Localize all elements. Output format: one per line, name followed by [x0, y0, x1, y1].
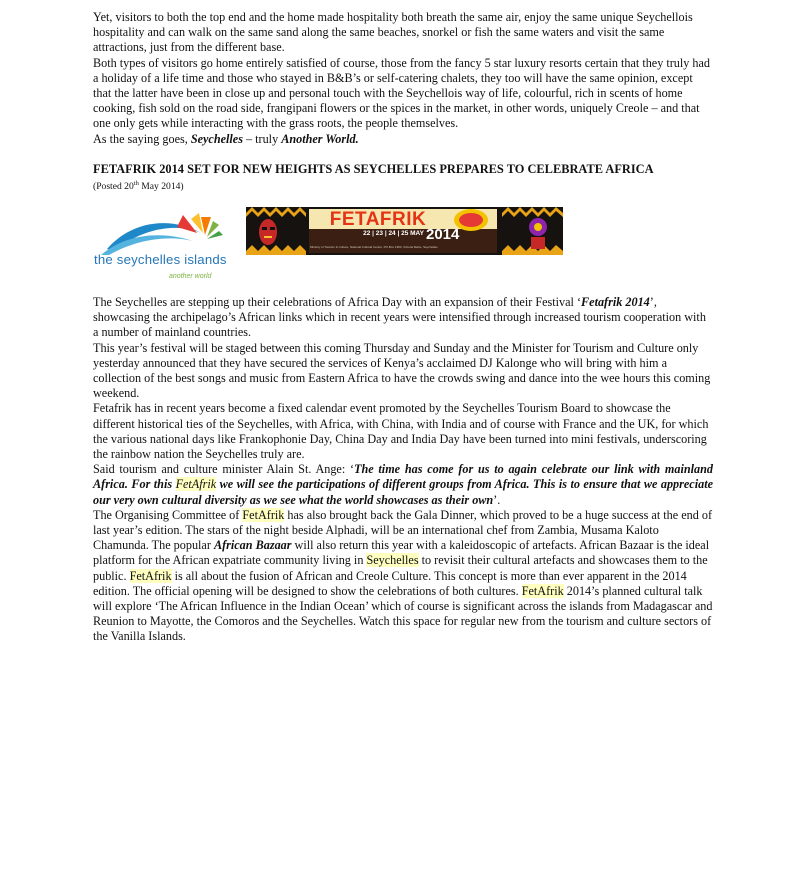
p5-part-k: 2014’s planned cultural talk will explore ‘The African Influence in the Indian Ocean’ which of course is significant across the islands from Madagascar and Reunion to Mayotte, the Comoros and the Seychelles. Watch this space for regular new from the tourism and culture sectors of the Vanilla Islands. [93, 583, 713, 644]
fetafrik-banner [246, 207, 563, 255]
posted-prefix: (Posted 20 [93, 181, 134, 193]
banner-year: 2014 [426, 226, 460, 244]
body-paragraph-2: This year’s festival will be staged between this coming Thursday and Sunday and the Minister for Tourism and Culture only yesterday announced that they have secured the services of Kenya’s acclaimed DJ Kalonge who will bring with him a collection of the best songs and music from Eastern Africa to have the crowds swing and dance into the wee hours this coming weekend. [93, 340, 711, 401]
article-headline: FETAFRIK 2014 SET FOR NEW HEIGHTS AS SEYCHELLES PREPARES TO CELEBRATE AFRICA [93, 161, 654, 176]
p5-fetafrik-link-3[interactable]: FetAfrik [521, 583, 564, 598]
saying-middle: – truly [242, 131, 282, 146]
seychelles-swoosh-icon [93, 211, 238, 255]
seychelles-logo-text: the seychelles islands [94, 252, 227, 268]
p4-quote-2: we will see the participations of different groups from Africa. This is to ensure that we appreciate our very own cultural diversity as we see what the world showcases as their own [93, 477, 713, 507]
document-page [93, 10, 713, 645]
p4-end: ’. [493, 492, 501, 507]
p4-fetafrik-link[interactable]: FetAfrik [175, 477, 217, 492]
posted-date [93, 178, 713, 193]
logo-row [93, 193, 713, 289]
p5-fetafrik-link-2[interactable]: FetAfrik [129, 568, 172, 583]
p1-start: The Seychelles are stepping up their celebrations of Africa Day with an expansion of their Festival ‘ [93, 295, 582, 310]
intro-paragraph-2: Both types of visitors go home entirely satisfied of course, those from the fancy 5 star luxury resorts certain that they truly had a holiday of a life time and those who stayed in B&B’s or self-catering chalets, they too will have the same opinion, except that the latter have been in close up and personal touch with the Seychellois way of life, colourful, rich in scents of home cooking, fish sold on the road side, frangipani flowers or the spices in the market, in other words, uniquely Creole – and that one only gets while interacting with the grass roots, the people themselves. [93, 55, 711, 131]
p5-part-e: will also return this year with a kaleidoscopic of artefacts. African Bazaar is the ideal platform for the African expatriate community living in [93, 538, 710, 568]
p5-part-i: is all about the fusion of African and Creole Culture. This concept is more than ever apparent in the 2014 edition. The official opening will be designed to show the celebrations of both cultures. [93, 568, 687, 598]
p5-part-g: to revisit their cultural artefacts and showcases them to the public. [93, 553, 708, 583]
p5-part-a: The Organising Committee of [93, 507, 243, 522]
p5-african-bazaar: African Bazaar [213, 538, 292, 553]
banner-fine-print: Ministry of Tourism & Culture, National Cultural Centre, PO Box 1383, Victoria Mahe, Seychelles [310, 245, 438, 250]
p1-end: ’, showcasing the archipelago’s African links which in recent years were intensified through increased tourism cooperation with a number of mainland countries. [93, 295, 706, 340]
body-paragraph-5 [93, 508, 713, 645]
body-paragraph-3: Fetafrik has in recent years become a fixed calendar event promoted by the Seychelles Tourism Board to showcase the different historical ties of the Seychelles, with Africa, with China, with India and of course with France and the UK, for which the various national days like Frankophonie Day, China Day and India Day have been turned into mini festivals, underscoring the rainbow nation the Seychelles truly are. [93, 401, 709, 462]
posted-superscript: th [133, 179, 139, 187]
saying-another-world: Another World. [281, 131, 359, 146]
p4-quote-1: The time has come for us to again celebrate our link with mainland Africa. For this [93, 462, 714, 492]
p5-part-c: has also brought back the Gala Dinner, which proved to be a huge success at the end of last year’s edition. The stars of the night beside Alphadi, will be an international chef from Zambia, Musama Kaloto Chamunda. The popular [93, 507, 713, 553]
intro-saying [93, 132, 713, 147]
saying-seychelles: Seychelles [190, 131, 243, 146]
p1-fetafrik: Fetafrik 2014 [581, 295, 650, 310]
p5-fetafrik-link-1[interactable]: FetAfrik [242, 507, 285, 522]
p4-start: Said tourism and culture minister Alain St. Ange: ‘ [93, 462, 355, 477]
saying-prefix: As the saying goes, [93, 131, 191, 146]
intro-paragraph-1: Yet, visitors to both the top end and the home made hospitality both breath the same air, enjoy the same unique Seychellois hospitality and can walk on the same sand along the same beaches, snorkel or fish the same waters and visit the same attractions, just from the different base. [93, 10, 693, 55]
posted-suffix: May 2014) [138, 181, 184, 193]
banner-title: FETAFRIK [329, 209, 427, 231]
body-paragraph-1 [93, 295, 713, 341]
body-paragraph-4 [93, 462, 713, 508]
seychelles-islands-logo [93, 211, 238, 281]
p5-seychelles-link[interactable]: Seychelles [366, 553, 419, 568]
seychelles-logo-tagline: another world [169, 273, 212, 281]
banner-dates: 22 | 23 | 24 | 25 MAY [363, 230, 424, 238]
